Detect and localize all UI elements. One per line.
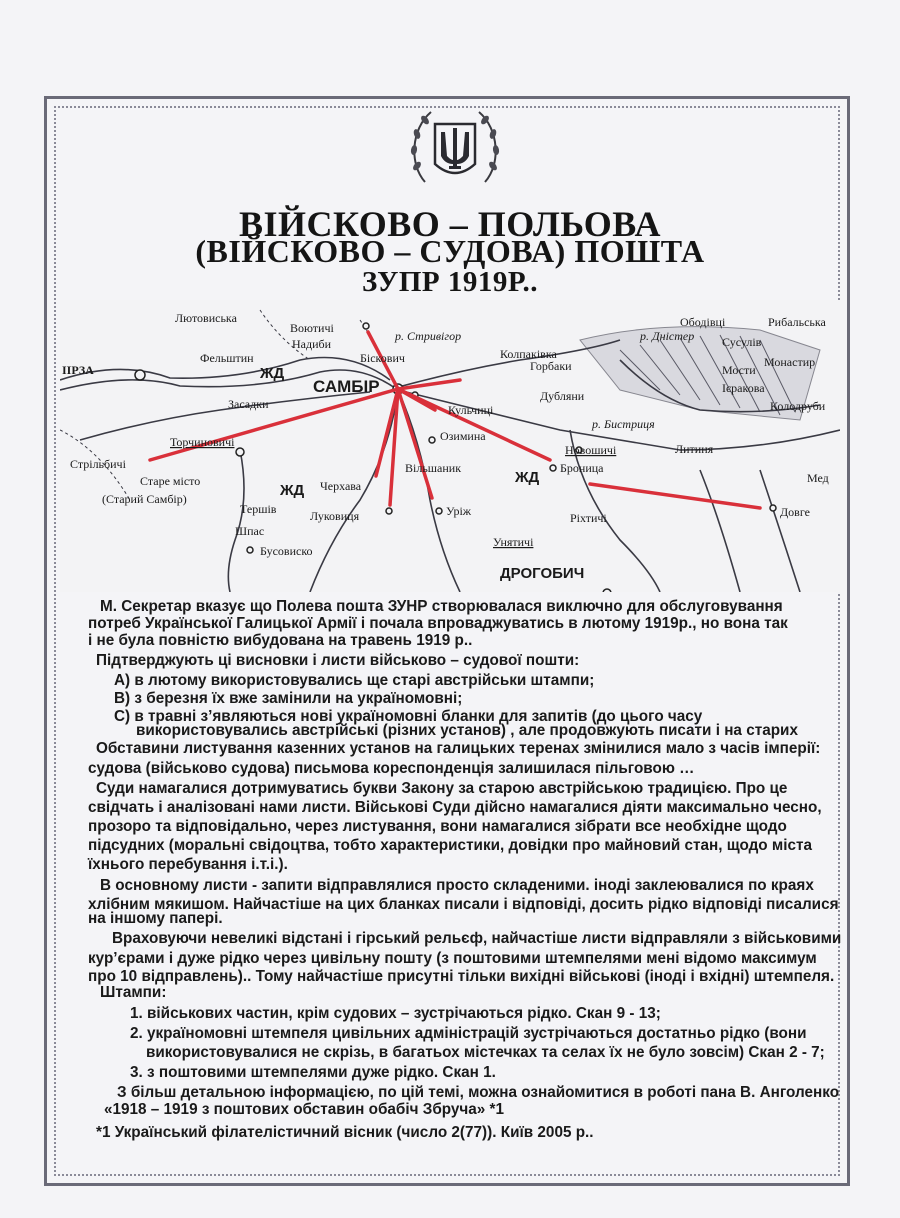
list-item-a: А) в лютому використовувались ще старі австрійськи штампи; [114,672,595,689]
map-label: р. Дністер [640,329,695,343]
paragraph-courts: підсудних (моральні свідоцтва, тобто характеристики, довідки про майновий стан, щодо міста [88,837,812,854]
map-label: Дубляни [540,389,585,403]
map-label: Фельштин [200,351,254,365]
paragraph-letters: В основному листи - запити відправлялися просто складеними. іноді заклеювалися по краях [100,877,814,894]
map-label: Довге [780,505,810,519]
map-label: (Старий Самбір) [102,492,187,506]
paragraph-intro-line: і не була повністю вибудована на травень 1919 р.. [88,632,473,649]
map-label: Луковиця [310,509,360,523]
map-label: Лютовиська [175,311,237,325]
map-label: Біскович [360,351,405,365]
map-label: Унятичі [493,535,534,549]
map-label: Черхава [320,479,362,493]
map-label: Броница [560,461,604,475]
map-label: Сусулів [722,335,762,349]
map-label: Мости [722,363,756,377]
map-label: Горбаки [530,359,572,373]
list-item-b: В) з березня їх вже замінили на україномовні; [114,690,463,707]
map-label: ДРОГОБИЧ [500,565,585,582]
map-label: Старе місто [140,474,201,488]
map-label: Засадки [228,397,269,411]
stamps-heading: Штампи: [100,984,167,1001]
paragraph-intro-line: М. Секретар вказує що Полева пошта ЗУНР створювалася виключно для обслуговування [100,598,783,615]
stamps-item: 3. з поштовими штемпелями дуже рідко. Скан 1. [130,1064,496,1081]
historical-map [60,300,840,592]
page-title-line-3: ЗУПР 1919Р.. [362,266,538,298]
list-item-c: С) в травні з’являються нові україномовні бланки для запитів (до цього часу [114,708,703,725]
stamps-item: використовувалися не скрізь, в багатьох містечках та селах їх не було зовсім) Скан 2 - 7; [146,1044,825,1061]
paragraph-courts: прозоро та відповідально, через листування, вони намагалися зібрати все необхідне щодо [88,818,787,835]
map-label: Шпас [235,524,265,538]
map-label: р. Бистриця [592,417,655,431]
map-label: Тершів [240,502,277,516]
map-label: Надиби [292,337,332,351]
paragraph-letters: хлібним мякишом. Найчастіше на цих бланках писали і відповіді, досить рідко відповіді писалися [88,896,839,913]
map-label: Ободівці [680,315,726,329]
map-label: ЖД [260,365,285,382]
stamps-item: 2. україномовні штемпеля цивільних адміністрацій зустрічаються достатньо рідко (вони [130,1025,807,1042]
paragraph-couriers: про 10 відправлень).. Тому найчастіше присутні тільки вихідні військові (іноді і вхідні) штемпеля. [88,968,835,985]
paragraph-courts: свідчать і аналізовані нами листи. Військові Суди дійсно намагалися діяти максимально чесно, [88,799,822,816]
paragraph-letters: на іншому папері. [88,910,223,927]
footnote: *1 Український філателістичний вісник (число 2(77)). Київ 2005 р.. [96,1124,594,1141]
map-label: САМБІР [313,377,380,396]
map-label: Литиня [675,442,714,456]
map-label: Воютичі [290,321,334,335]
map-label: Стрільбичі [70,457,126,471]
map-label: Колпаківка [500,347,557,361]
map-label: Торчиновичі [170,435,235,449]
page-title-line-1: ВІЙСКОВО – ПОЛЬОВА [239,204,661,244]
map-label: Мед [807,471,829,485]
map-label: р. Стривігор [395,329,462,343]
map-label: Новошичі [565,443,617,457]
paragraph-courts: Суди намагалися дотримуватись букви Закону за старою австрійською традицією. Про це [96,780,788,797]
map-label: Уріж [446,504,472,518]
paragraph-couriers: Враховуючи невеликі відстані і гірський рельєф, найчастіше листи відправляли з військовими [112,930,842,947]
paragraph-courts: їхнього перебування і.т.і.). [88,856,288,873]
paragraph-confirm: Підтверджують ці висновки і листи військово – судової пошти: [96,652,580,669]
map-label: Монастир [764,355,816,369]
map-label: Вільшаник [405,461,462,475]
map-label: ІІРЗА [62,363,94,377]
map-label: Колодруби [770,399,826,413]
list-item-c-cont: використовувались австрійські (різних установ) , але продовжують писати і на старих [136,722,798,739]
map-label: Озимина [440,429,486,443]
paragraph-couriers: кур’єрами і дуже рідко через цивільну пошту (з поштовими штемпелями мені відомо максимум [88,950,817,967]
paragraph-circumstances: судова (військово судова) письмова кореспонденція залишилася пільговою … [88,760,695,777]
paragraph-reference: «1918 – 1919 з поштових обставин обабіч Збруча» *1 [104,1101,505,1118]
paragraph-intro-line: потреб Української Галицької Армії і почала впроваджуватись в лютому 1919р., но вона так [88,615,788,632]
map-label: Ріхтичі [570,511,607,525]
paragraph-circumstances: Обставини листування казенних установ на галицьких теренах змінилися мало з часів імперії: [96,740,821,757]
map-label: ЖД [280,482,305,499]
stamps-item: 1. військових частин, крім судових – зустрічаються рідко. Скан 9 - 13; [130,1005,661,1022]
page-title-line-2: (ВІЙСКОВО – СУДОВА) ПОШТА [195,233,705,269]
map-label: ЖД [515,469,540,486]
map-label: Бусовиско [260,544,313,558]
map-label: Ієракова [722,381,765,395]
paragraph-reference: З більш детальною інформацією, по цій темі, можна ознайомитися в роботі пана В. Анголенко [117,1084,840,1101]
trident-emblem-icon [405,104,505,194]
map-label: Рибальська [768,315,826,329]
map-label: Кульчиці [448,403,494,417]
